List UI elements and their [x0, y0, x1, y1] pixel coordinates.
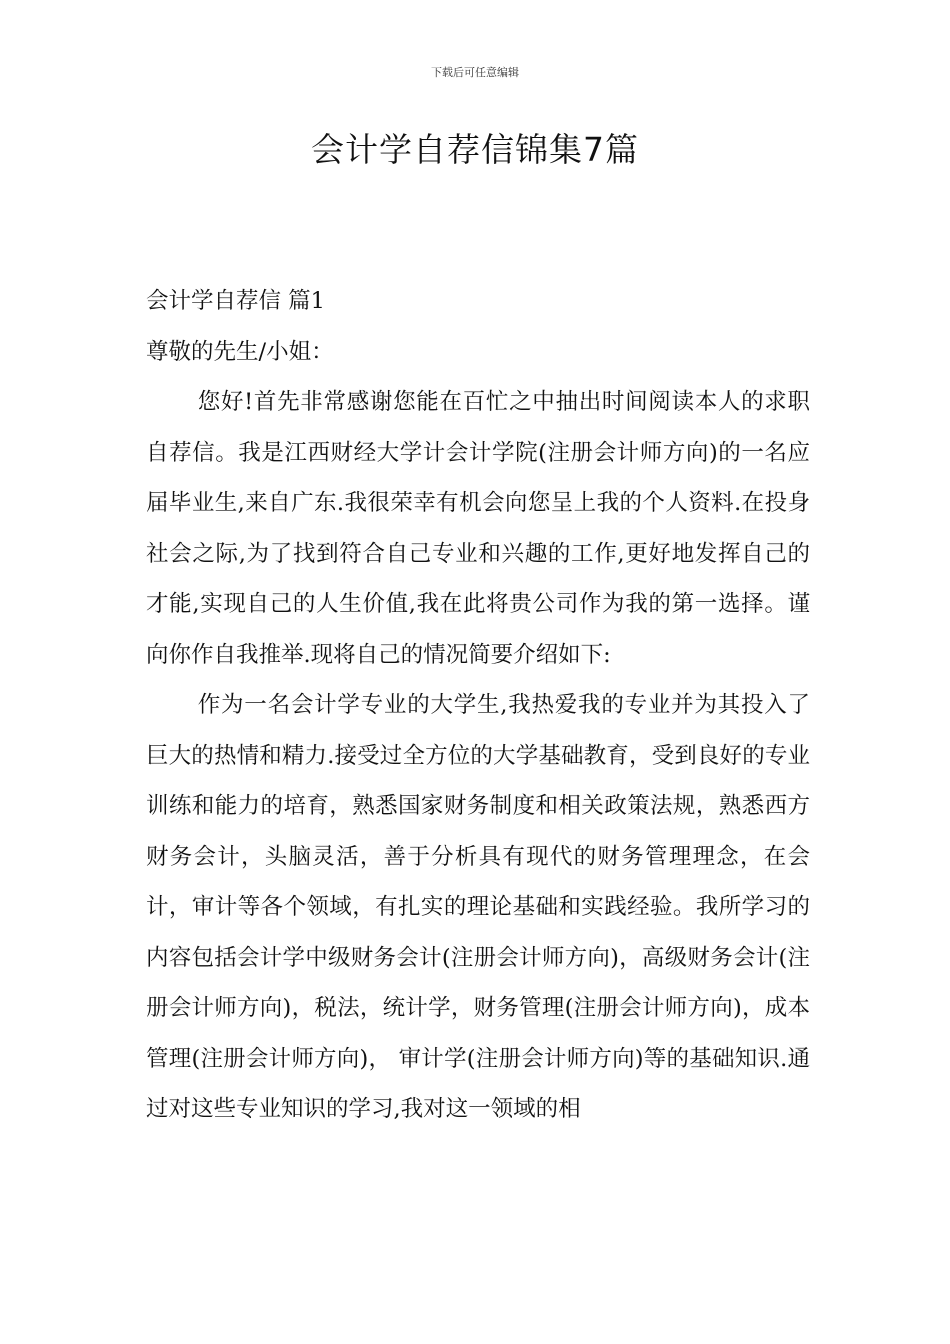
document-title: 会计学自荐信锦集7篇 — [311, 130, 639, 169]
salutation: 尊敬的先生/小姐： — [146, 338, 334, 365]
body-paragraph-1: 您好!首先非常感谢您能在百忙之中抽出时间阅读本人的求职自荐信。我是江西财经大学计会计学院(注册会计师方向)的一名应届毕业生,来自广东.我很荣幸有机会向您呈上我的个人资料.在投身社会之际,为了找到符合自己专业和兴趣的工作,更好地发挥自己的才能,实现自己的人生价值,我在此将贵公司作为我的第一选择。谨向你作自我推举.现将自己的情况简要介绍如下: — [146, 389, 810, 668]
document-body — [146, 276, 810, 1135]
section-heading: 会计学自荐信 篇1 — [146, 288, 325, 314]
body-paragraph-2: 作为一名会计学专业的大学生,我热爱我的专业并为其投入了巨大的热情和精力.接受过全方位的大学基础教育，受到良好的专业训练和能力的培育，熟悉国家财务制度和相关政策法规，熟悉西方财务会计，头脑灵活，善于分析具有现代的财务管理理念，在会计，审计等各个领域，有扎实的理论基础和实践经验。我所学习的内容包括会计学中级财务会计(注册会计师方向)，高级财务会计(注册会计师方向)，税法，统计学，财务管理(注册会计师方向)，成本管理(注册会计师方向)， 审计学(注册会计师方向)等的基础知识.通过对这些专业知识的学习,我对这一领域的相 — [146, 692, 810, 1122]
header-note: 下载后可任意编辑 — [431, 66, 519, 79]
